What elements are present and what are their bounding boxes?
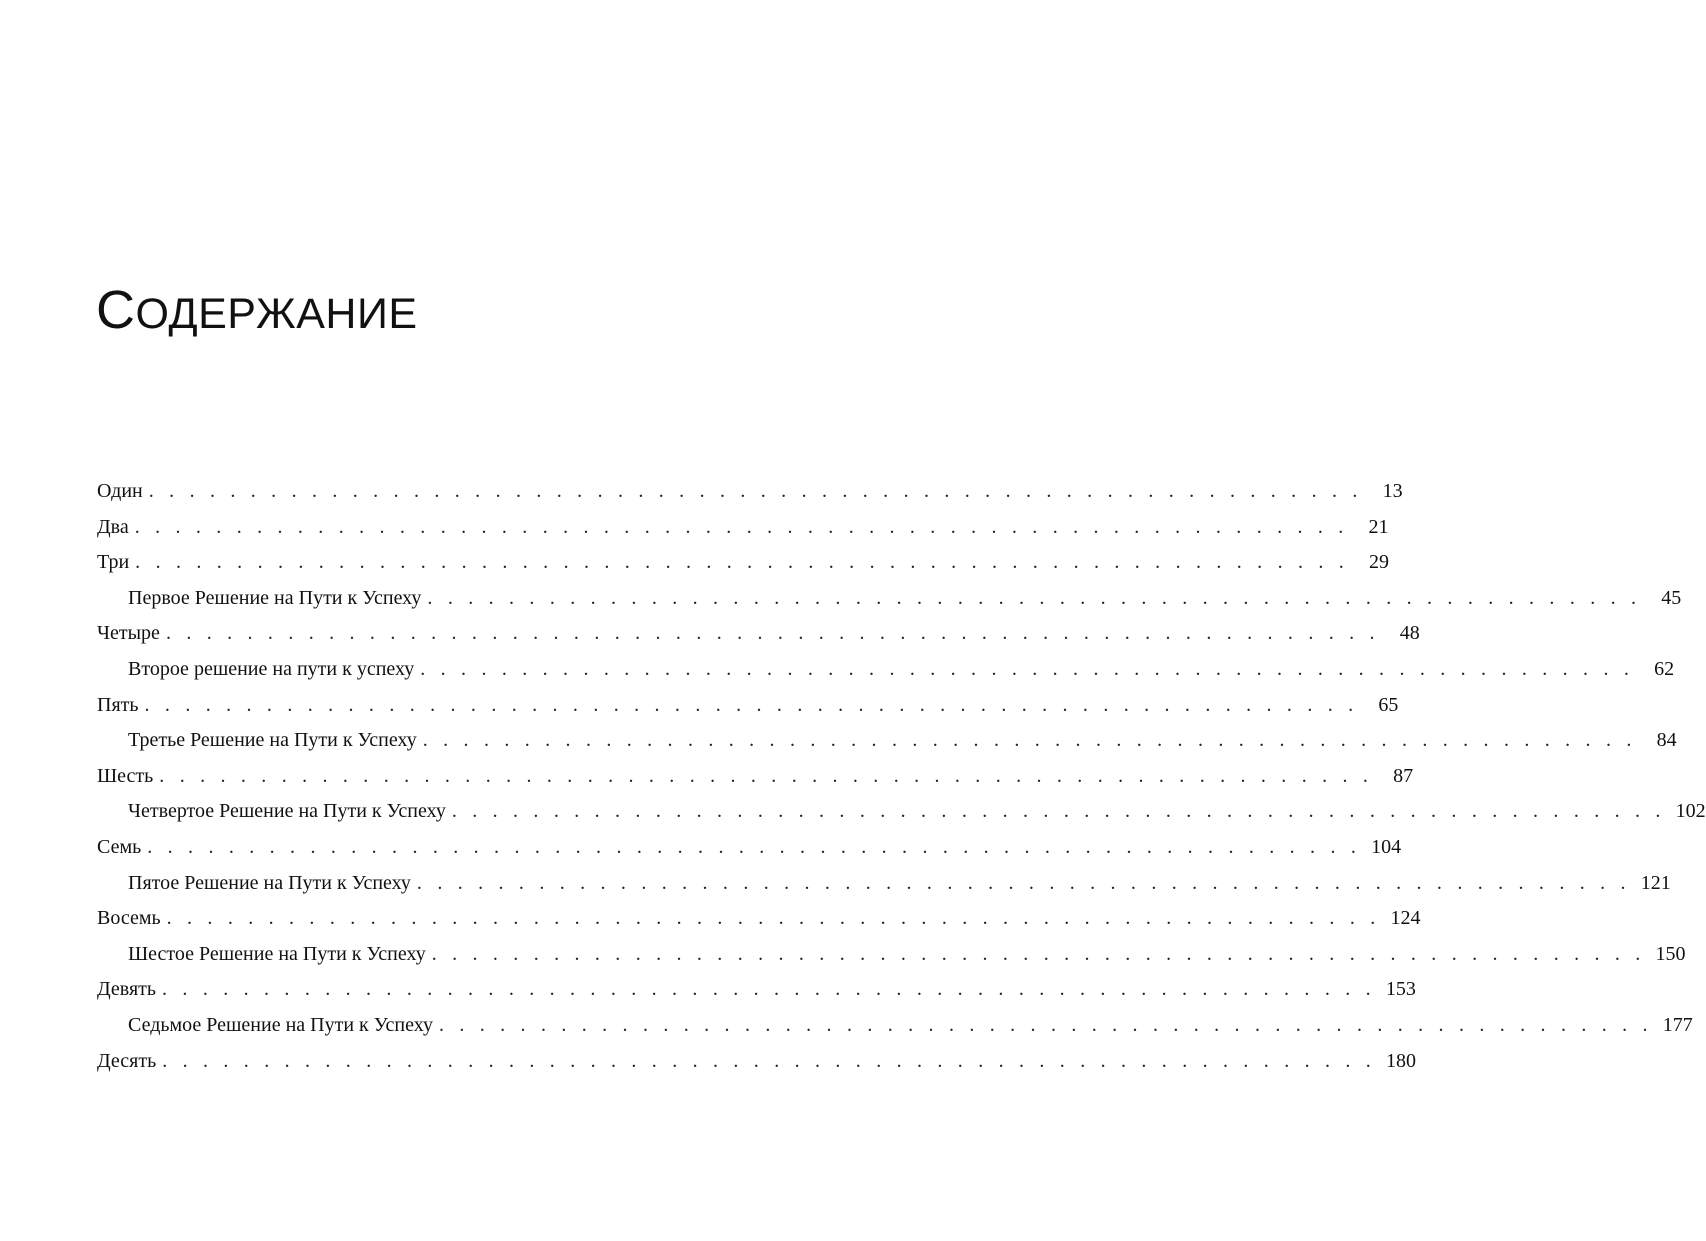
- toc-entry[interactable]: [97, 510, 1389, 546]
- toc-entry-title: Семь: [97, 835, 142, 858]
- toc-entry-title: Девять: [97, 978, 157, 1001]
- toc-entry-title: Десять: [97, 1049, 157, 1072]
- page-title: [96, 280, 418, 341]
- toc-dot-leader: . . . . . . . . . . . . . . . . . . . . . . . . . . . . . . . . . . . . . . . . . . . . . . . . . . . . . . . . . . . .: [147, 835, 1362, 858]
- toc-entry-title: Шестое Решение на Пути к Успеху: [128, 942, 426, 965]
- toc-entry[interactable]: [97, 759, 1414, 795]
- toc-page-number: 177: [1662, 1013, 1693, 1036]
- toc-dot-leader: . . . . . . . . . . . . . . . . . . . . . . . . . . . . . . . . . . . . . . . . . . . . . . . . . . . . . . . . . . . .: [451, 800, 1666, 823]
- toc-dot-leader: . . . . . . . . . . . . . . . . . . . . . . . . . . . . . . . . . . . . . . . . . . . . . . . . . . . . . . . . . . . .: [427, 586, 1642, 609]
- toc-page-number: 180: [1386, 1049, 1417, 1072]
- toc-entry-title: Второе решение на пути к успеху: [128, 657, 415, 680]
- toc-page-number: 102: [1675, 800, 1706, 823]
- toc-dot-leader: . . . . . . . . . . . . . . . . . . . . . . . . . . . . . . . . . . . . . . . . . . . . . . . . . . . . . . . . . . . .: [431, 942, 1646, 965]
- toc-dot-leader: . . . . . . . . . . . . . . . . . . . . . . . . . . . . . . . . . . . . . . . . . . . . . . . . . . . . . . . . . . . .: [159, 764, 1374, 787]
- toc-page-number: 13: [1382, 480, 1403, 502]
- toc-dot-leader: . . . . . . . . . . . . . . . . . . . . . . . . . . . . . . . . . . . . . . . . . . . . . . . . . . . . . . . . . . . .: [166, 907, 1381, 930]
- toc-dot-leader: . . . . . . . . . . . . . . . . . . . . . . . . . . . . . . . . . . . . . . . . . . . . . . . . . . . . . . . . . . . .: [416, 871, 1631, 894]
- toc-page-number: 62: [1654, 657, 1675, 680]
- toc-entry[interactable]: [97, 616, 1420, 652]
- toc-dot-leader: . . . . . . . . . . . . . . . . . . . . . . . . . . . . . . . . . . . . . . . . . . . . . . . . . . . . . . . . . . . .: [134, 515, 1349, 538]
- toc-dot-leader: . . . . . . . . . . . . . . . . . . . . . . . . . . . . . . . . . . . . . . . . . . . . . . . . . . . . . . . . . . . .: [144, 693, 1359, 716]
- toc-subentry[interactable]: [97, 937, 1686, 973]
- toc-page-number: 84: [1656, 729, 1677, 752]
- toc-subentry[interactable]: [97, 1008, 1693, 1044]
- toc-subentry[interactable]: [97, 794, 1706, 830]
- toc-entry[interactable]: [97, 901, 1421, 937]
- toc-entry[interactable]: [97, 1044, 1417, 1080]
- table-of-contents: [97, 474, 1706, 1079]
- toc-entry[interactable]: [97, 830, 1402, 866]
- toc-page-number: 153: [1385, 978, 1416, 1001]
- toc-entry[interactable]: [97, 972, 1416, 1008]
- toc-entry-title: Пять: [97, 693, 139, 716]
- toc-page-number: 65: [1378, 693, 1399, 716]
- toc-subentry[interactable]: [97, 652, 1675, 688]
- toc-page-number: 48: [1399, 622, 1420, 645]
- toc-entry-title: Четыре: [97, 622, 160, 645]
- toc-page-number: 29: [1368, 551, 1389, 574]
- toc-page-number: 121: [1640, 871, 1671, 894]
- toc-dot-leader: . . . . . . . . . . . . . . . . . . . . . . . . . . . . . . . . . . . . . . . . . . . . . . . . . . . . . . . . . . . .: [438, 1013, 1653, 1036]
- toc-dot-leader: . . . . . . . . . . . . . . . . . . . . . . . . . . . . . . . . . . . . . . . . . . . . . . . . . . . . . . . . . . . .: [422, 729, 1637, 752]
- toc-dot-leader: . . . . . . . . . . . . . . . . . . . . . . . . . . . . . . . . . . . . . . . . . . . . . . . . . . . . . . . . . . . .: [420, 657, 1635, 680]
- toc-page-number: 45: [1661, 586, 1682, 609]
- toc-page-number: 124: [1390, 907, 1421, 930]
- toc-entry-title: Восемь: [97, 907, 161, 930]
- toc-page-number: 87: [1393, 764, 1414, 787]
- toc-entry[interactable]: [97, 688, 1399, 724]
- toc-entry-title: Третье Решение на Пути к Успеху: [128, 729, 417, 752]
- title-rest: ОДЕРЖАНИЕ: [135, 290, 418, 339]
- toc-entry-title: Пятое Решение на Пути к Успеху: [128, 871, 411, 894]
- toc-dot-leader: . . . . . . . . . . . . . . . . . . . . . . . . . . . . . . . . . . . . . . . . . . . . . . . . . . . . . . . . . . . .: [135, 551, 1349, 574]
- toc-entry[interactable]: [97, 545, 1389, 581]
- toc-dot-leader: . . . . . . . . . . . . . . . . . . . . . . . . . . . . . . . . . . . . . . . . . . . . . . . . . . . . . . . . . . . .: [162, 978, 1376, 1001]
- toc-subentry[interactable]: [97, 866, 1671, 902]
- toc-subentry[interactable]: [97, 581, 1682, 617]
- toc-entry-title: Седьмое Решение на Пути к Успеху: [128, 1013, 433, 1036]
- toc-page-number: 150: [1655, 942, 1686, 965]
- toc-subentry[interactable]: [97, 723, 1677, 759]
- toc-entry-title: Четвертое Решение на Пути к Успеху: [128, 800, 446, 823]
- toc-entry-title: Шесть: [97, 764, 154, 787]
- toc-dot-leader: . . . . . . . . . . . . . . . . . . . . . . . . . . . . . . . . . . . . . . . . . . . . . . . . . . . . . . . . . . . .: [148, 480, 1363, 502]
- toc-page-number: 21: [1368, 515, 1389, 538]
- toc-entry-title: Первое Решение на Пути к Успеху: [128, 586, 422, 609]
- toc-page-number: 104: [1371, 835, 1402, 858]
- toc-entry-title: Один: [97, 480, 143, 502]
- toc-entry-title: Два: [97, 515, 129, 538]
- toc-entry[interactable]: [97, 474, 1403, 510]
- toc-dot-leader: . . . . . . . . . . . . . . . . . . . . . . . . . . . . . . . . . . . . . . . . . . . . . . . . . . . . . . . . . . . .: [162, 1049, 1377, 1072]
- toc-dot-leader: . . . . . . . . . . . . . . . . . . . . . . . . . . . . . . . . . . . . . . . . . . . . . . . . . . . . . . . . . . . .: [165, 622, 1380, 645]
- title-initial: С: [96, 280, 136, 341]
- toc-entry-title: Три: [97, 551, 130, 574]
